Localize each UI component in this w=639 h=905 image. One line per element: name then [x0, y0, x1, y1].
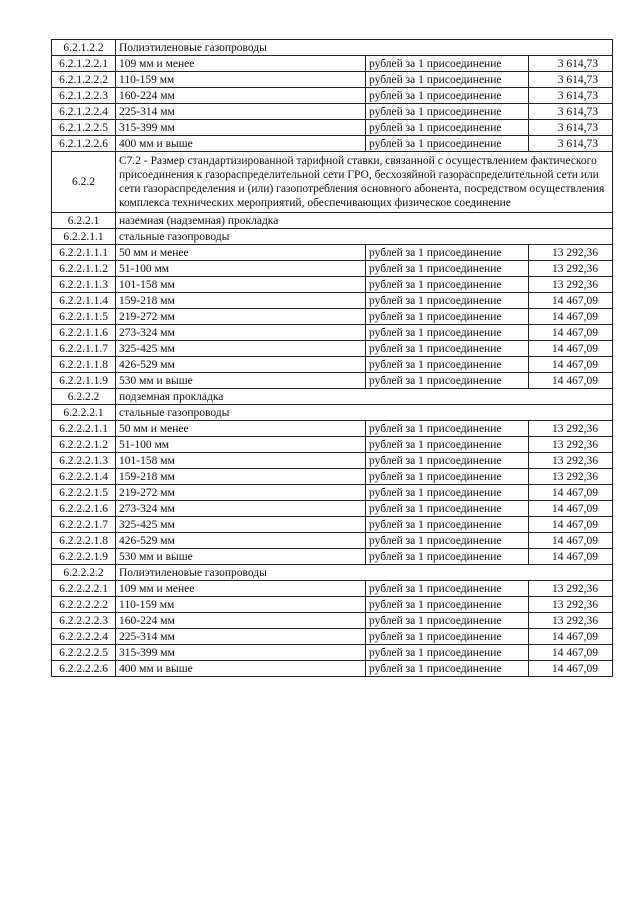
tariff-value: 14 467,09 [529, 549, 613, 565]
row-code: 6.2.2.1.1.7 [52, 341, 116, 357]
section-title: подземная прокладка [116, 389, 613, 405]
tariff-value: 13 292,36 [529, 453, 613, 469]
tariff-row [52, 613, 613, 629]
tariff-value: 14 467,09 [529, 517, 613, 533]
row-code: 6.2.2.2.1.1 [52, 421, 116, 437]
tariff-value: 3 614,73 [529, 120, 613, 136]
pipe-diameter: 101-158 мм [116, 277, 366, 293]
unit-of-measure: рублей за 1 присоединение [366, 357, 529, 373]
section-row [52, 40, 613, 56]
tariff-row [52, 104, 613, 120]
row-code: 6.2.2.2.1.2 [52, 437, 116, 453]
tariff-row [52, 501, 613, 517]
section-row [52, 213, 613, 229]
tariff-row [52, 357, 613, 373]
tariff-value: 13 292,36 [529, 597, 613, 613]
row-code: 6.2.2.2.2.1 [52, 581, 116, 597]
tariff-value: 14 467,09 [529, 629, 613, 645]
tariff-row [52, 341, 613, 357]
pipe-diameter: 325-425 мм [116, 517, 366, 533]
pipe-diameter: 225-314 мм [116, 104, 366, 120]
unit-of-measure: рублей за 1 присоединение [366, 549, 529, 565]
section-row [52, 405, 613, 421]
tariff-row [52, 88, 613, 104]
pipe-diameter: 51-100 мм [116, 437, 366, 453]
unit-of-measure: рублей за 1 присоединение [366, 293, 529, 309]
tariff-row [52, 56, 613, 72]
row-code: 6.2.2.1.1.8 [52, 357, 116, 373]
row-code: 6.2.2.1 [52, 213, 116, 229]
section-title: Полиэтиленовые газопроводы [116, 40, 613, 56]
row-code: 6.2.2.1.1.3 [52, 277, 116, 293]
tariff-value: 13 292,36 [529, 421, 613, 437]
row-code: 6.2.1.2.2.3 [52, 88, 116, 104]
pipe-diameter: 225-314 мм [116, 629, 366, 645]
pipe-diameter: 400 мм и выше [116, 661, 366, 677]
row-code: 6.2.1.2.2.2 [52, 72, 116, 88]
unit-of-measure: рублей за 1 присоединение [366, 661, 529, 677]
tariff-value: 3 614,73 [529, 136, 613, 152]
tariff-value: 3 614,73 [529, 104, 613, 120]
tariff-value: 3 614,73 [529, 72, 613, 88]
rate-description: С7.2 - Размер стандартизированной тарифной ставки, связанной с осуществлением фактического присоединения к газораспределительной сети ГРО, бесхозяйной газораспределительной сети или сети газораспределения и (или) газопотребления основного абонента, посредством осуществления комплекса технических мероприятий, обеспечивающих физическое соединение [116, 152, 613, 213]
section-row [52, 565, 613, 581]
pipe-diameter: 160-224 мм [116, 613, 366, 629]
tariff-row [52, 437, 613, 453]
unit-of-measure: рублей за 1 присоединение [366, 136, 529, 152]
tariff-value: 14 467,09 [529, 293, 613, 309]
tariff-value: 13 292,36 [529, 469, 613, 485]
tariff-row [52, 421, 613, 437]
row-code: 6.2.1.2.2.5 [52, 120, 116, 136]
pipe-diameter: 315-399 мм [116, 645, 366, 661]
tariff-value: 14 467,09 [529, 357, 613, 373]
tariff-row [52, 453, 613, 469]
unit-of-measure: рублей за 1 присоединение [366, 421, 529, 437]
pipe-diameter: 159-218 мм [116, 469, 366, 485]
unit-of-measure: рублей за 1 присоединение [366, 629, 529, 645]
pipe-diameter: 273-324 мм [116, 501, 366, 517]
pipe-diameter: 101-158 мм [116, 453, 366, 469]
section-title: Полиэтиленовые газопроводы [116, 565, 613, 581]
unit-of-measure: рублей за 1 присоединение [366, 56, 529, 72]
pipe-diameter: 110-159 мм [116, 72, 366, 88]
row-code: 6.2.1.2.2.4 [52, 104, 116, 120]
row-code: 6.2.2.2.1.3 [52, 453, 116, 469]
unit-of-measure: рублей за 1 присоединение [366, 597, 529, 613]
row-code: 6.2.2.1.1.1 [52, 245, 116, 261]
tariff-value: 14 467,09 [529, 645, 613, 661]
row-code: 6.2.2.1.1.5 [52, 309, 116, 325]
section-title: наземная (надземная) прокладка [116, 213, 613, 229]
row-code: 6.2.2.2.2 [52, 565, 116, 581]
section-title: стальные газопроводы [116, 405, 613, 421]
row-code: 6.2.2.2.1 [52, 405, 116, 421]
row-code: 6.2.1.2.2.1 [52, 56, 116, 72]
tariff-value: 14 467,09 [529, 661, 613, 677]
pipe-diameter: 109 мм и менее [116, 56, 366, 72]
tariff-value: 14 467,09 [529, 373, 613, 389]
tariff-row [52, 517, 613, 533]
tariff-row [52, 581, 613, 597]
tariff-row [52, 645, 613, 661]
row-code: 6.2.2.2.2.4 [52, 629, 116, 645]
tariff-row [52, 533, 613, 549]
row-code: 6.2.2.2.1.9 [52, 549, 116, 565]
row-code: 6.2.2 [52, 152, 116, 213]
section-row [52, 389, 613, 405]
pipe-diameter: 219-272 мм [116, 485, 366, 501]
pipe-diameter: 426-529 мм [116, 533, 366, 549]
pipe-diameter: 219-272 мм [116, 309, 366, 325]
tariff-value: 3 614,73 [529, 56, 613, 72]
unit-of-measure: рублей за 1 присоединение [366, 88, 529, 104]
pipe-diameter: 530 мм и выше [116, 549, 366, 565]
unit-of-measure: рублей за 1 присоединение [366, 277, 529, 293]
description-row [52, 152, 613, 213]
tariff-value: 3 614,73 [529, 88, 613, 104]
row-code: 6.2.2.2.2.3 [52, 613, 116, 629]
unit-of-measure: рублей за 1 присоединение [366, 485, 529, 501]
pipe-diameter: 530 мм и выше [116, 373, 366, 389]
pipe-diameter: 400 мм и выше [116, 136, 366, 152]
row-code: 6.2.2.2.1.5 [52, 485, 116, 501]
tariff-row [52, 120, 613, 136]
tariff-table [51, 39, 613, 677]
tariff-row [52, 661, 613, 677]
tariff-row [52, 373, 613, 389]
row-code: 6.2.2.1.1.6 [52, 325, 116, 341]
row-code: 6.2.2.2.1.8 [52, 533, 116, 549]
pipe-diameter: 50 мм и менее [116, 421, 366, 437]
pipe-diameter: 315-399 мм [116, 120, 366, 136]
tariff-row [52, 277, 613, 293]
tariff-row [52, 549, 613, 565]
unit-of-measure: рублей за 1 присоединение [366, 325, 529, 341]
unit-of-measure: рублей за 1 присоединение [366, 453, 529, 469]
tariff-value: 14 467,09 [529, 485, 613, 501]
row-code: 6.2.2.1.1.9 [52, 373, 116, 389]
row-code: 6.2.2.1.1.2 [52, 261, 116, 277]
tariff-row [52, 597, 613, 613]
row-code: 6.2.2.1.1 [52, 229, 116, 245]
tariff-value: 13 292,36 [529, 581, 613, 597]
tariff-row [52, 136, 613, 152]
section-row [52, 229, 613, 245]
tariff-value: 13 292,36 [529, 261, 613, 277]
unit-of-measure: рублей за 1 присоединение [366, 245, 529, 261]
row-code: 6.2.2.2 [52, 389, 116, 405]
section-title: стальные газопроводы [116, 229, 613, 245]
unit-of-measure: рублей за 1 присоединение [366, 341, 529, 357]
row-code: 6.2.2.2.2.5 [52, 645, 116, 661]
tariff-value: 14 467,09 [529, 325, 613, 341]
tariff-row [52, 245, 613, 261]
pipe-diameter: 109 мм и менее [116, 581, 366, 597]
pipe-diameter: 50 мм и менее [116, 245, 366, 261]
pipe-diameter: 51-100 мм [116, 261, 366, 277]
tariff-value: 13 292,36 [529, 245, 613, 261]
unit-of-measure: рублей за 1 присоединение [366, 533, 529, 549]
tariff-value: 14 467,09 [529, 501, 613, 517]
row-code: 6.2.2.2.2.2 [52, 597, 116, 613]
unit-of-measure: рублей за 1 присоединение [366, 613, 529, 629]
row-code: 6.2.2.2.1.7 [52, 517, 116, 533]
pipe-diameter: 110-159 мм [116, 597, 366, 613]
unit-of-measure: рублей за 1 присоединение [366, 373, 529, 389]
unit-of-measure: рублей за 1 присоединение [366, 517, 529, 533]
row-code: 6.2.2.1.1.4 [52, 293, 116, 309]
tariff-table-body [52, 40, 613, 677]
pipe-diameter: 159-218 мм [116, 293, 366, 309]
unit-of-measure: рублей за 1 присоединение [366, 469, 529, 485]
pipe-diameter: 273-324 мм [116, 325, 366, 341]
row-code: 6.2.1.2.2 [52, 40, 116, 56]
tariff-value: 13 292,36 [529, 277, 613, 293]
unit-of-measure: рублей за 1 присоединение [366, 581, 529, 597]
pipe-diameter: 426-529 мм [116, 357, 366, 373]
tariff-row [52, 72, 613, 88]
row-code: 6.2.2.2.2.6 [52, 661, 116, 677]
row-code: 6.2.2.2.1.4 [52, 469, 116, 485]
unit-of-measure: рублей за 1 присоединение [366, 72, 529, 88]
tariff-row [52, 469, 613, 485]
tariff-value: 14 467,09 [529, 309, 613, 325]
tariff-value: 13 292,36 [529, 613, 613, 629]
unit-of-measure: рублей за 1 присоединение [366, 437, 529, 453]
row-code: 6.2.2.2.1.6 [52, 501, 116, 517]
tariff-row [52, 309, 613, 325]
unit-of-measure: рублей за 1 присоединение [366, 645, 529, 661]
row-code: 6.2.1.2.2.6 [52, 136, 116, 152]
tariff-row [52, 261, 613, 277]
unit-of-measure: рублей за 1 присоединение [366, 501, 529, 517]
pipe-diameter: 325-425 мм [116, 341, 366, 357]
unit-of-measure: рублей за 1 присоединение [366, 120, 529, 136]
tariff-value: 13 292,36 [529, 437, 613, 453]
tariff-row [52, 325, 613, 341]
tariff-value: 14 467,09 [529, 533, 613, 549]
tariff-row [52, 629, 613, 645]
tariff-row [52, 485, 613, 501]
pipe-diameter: 160-224 мм [116, 88, 366, 104]
unit-of-measure: рублей за 1 присоединение [366, 261, 529, 277]
unit-of-measure: рублей за 1 присоединение [366, 104, 529, 120]
tariff-value: 14 467,09 [529, 341, 613, 357]
tariff-row [52, 293, 613, 309]
unit-of-measure: рублей за 1 присоединение [366, 309, 529, 325]
